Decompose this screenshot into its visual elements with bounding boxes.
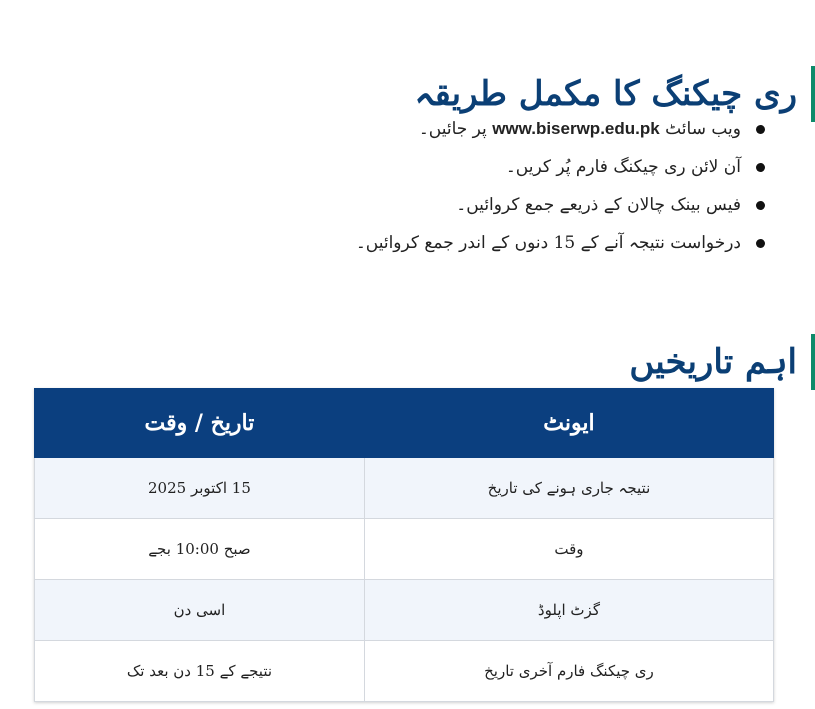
- step-text: ویب سائٹ: [659, 119, 741, 139]
- important-dates-table: [34, 388, 774, 702]
- date-cell: صبح 10:00 بجے: [35, 519, 365, 580]
- list-item: [241, 110, 741, 148]
- event-cell: وقت: [364, 519, 773, 580]
- table-row: [35, 641, 774, 702]
- bullet-icon: [756, 201, 765, 210]
- date-cell: نتیجے کے 15 دن بعد تک: [35, 641, 365, 702]
- bullet-icon: [756, 125, 765, 134]
- step-text: پر جائیں۔: [418, 119, 493, 139]
- important-dates-heading: اہم تاریخیں: [629, 334, 815, 390]
- date-cell: اسی دن: [35, 580, 365, 641]
- event-cell: گزٹ اپلوڈ: [364, 580, 773, 641]
- table-row: [35, 580, 774, 641]
- step-text: آن لائن ری چیکنگ فارم پُر کریں۔: [505, 157, 741, 177]
- column-header-event: ایونٹ: [364, 389, 773, 458]
- list-item: [241, 148, 741, 186]
- recheck-steps-list: [241, 110, 763, 262]
- bullet-icon: [756, 163, 765, 172]
- list-item: [241, 186, 741, 224]
- column-header-date: تاریخ / وقت: [35, 389, 365, 458]
- step-text: درخواست نتیجہ آنے کے 15 دنوں کے اندر جمع کروائیں۔: [355, 233, 741, 253]
- table-row: [35, 519, 774, 580]
- table-header-row: [35, 389, 774, 458]
- bullet-icon: [756, 239, 765, 248]
- recheck-heading: ری چیکنگ کا مکمل طریقہ: [415, 66, 815, 122]
- step-text: فیس بینک چالان کے ذریعے جمع کروائیں۔: [456, 195, 741, 215]
- list-item: [241, 224, 741, 262]
- website-link[interactable]: www.biserwp.edu.pk: [492, 119, 660, 138]
- table-row: [35, 458, 774, 519]
- date-cell: 15 اکتوبر 2025: [35, 458, 365, 519]
- event-cell: نتیجہ جاری ہونے کی تاریخ: [364, 458, 773, 519]
- event-cell: ری چیکنگ فارم آخری تاریخ: [364, 641, 773, 702]
